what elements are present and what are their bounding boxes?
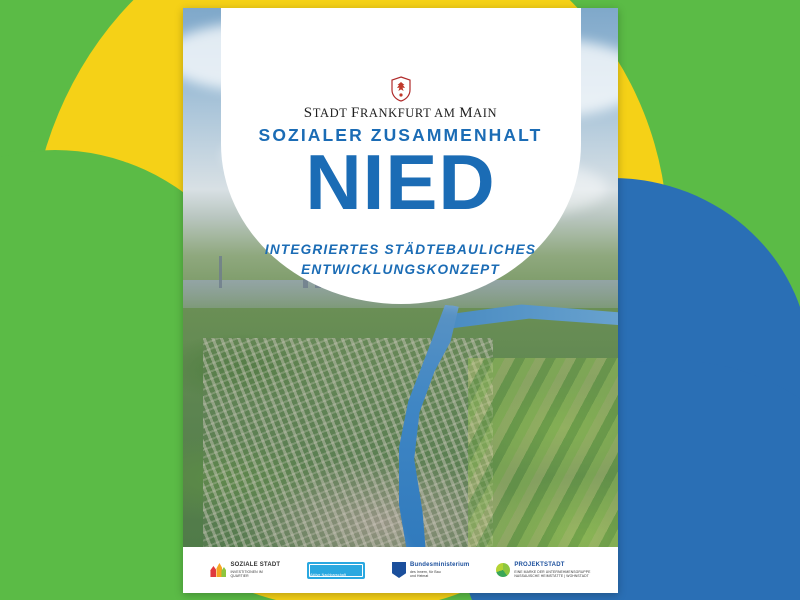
frankfurt-programm-logo: [307, 562, 365, 579]
city-brand: [183, 76, 618, 122]
logo-line1: Aktive Nachbarschaft: [310, 572, 347, 577]
houses-icon: [210, 563, 226, 577]
document-cover-page: [183, 8, 618, 593]
federal-shield-icon: [392, 562, 406, 578]
logo-line1: INVESTITIONEN IM: [230, 569, 263, 574]
logo-title: PROJEKTSTADT: [514, 562, 565, 568]
cover-subtitle: [183, 240, 618, 279]
logo-title: Bundesministerium: [410, 562, 470, 568]
farm-fields: [468, 358, 618, 548]
projektstadt-logo: [496, 562, 590, 578]
cover-subtitle-line1: INTEGRIERTES STÄDTEBAULICHES: [264, 242, 537, 257]
banner-icon: [307, 562, 365, 579]
footer-logo-strip: [183, 547, 618, 593]
logo-line2: QUARTIER: [230, 573, 249, 578]
cover-subtitle-line2: ENTWICKLUNGSKONZEPT: [301, 261, 500, 277]
cover-kicker: SOZIALER ZUSAMMENHALT: [258, 125, 543, 145]
leaf-circle-icon: [496, 563, 510, 577]
logo-line1: des Innern, für Bau: [410, 569, 441, 574]
logo-line1: EINE MARKE DER UNTERNEHMENSGRUPPE: [514, 569, 591, 574]
logo-line2: NASSAUISCHE HEIMSTÄTTE | WOHNSTADT: [514, 573, 589, 578]
frankfurt-eagle-crest-icon: [390, 76, 412, 102]
logo-line2: und Heimat: [410, 573, 429, 578]
bundesministerium-logo: [392, 562, 469, 578]
urban-built-area: [203, 338, 493, 553]
soziale-stadt-logo: [210, 562, 280, 578]
logo-title: SOZIALE STADT: [230, 562, 281, 568]
city-name-label: STADT FRANKFURT AM MAIN: [303, 105, 498, 121]
cover-title: NIED: [305, 138, 496, 226]
